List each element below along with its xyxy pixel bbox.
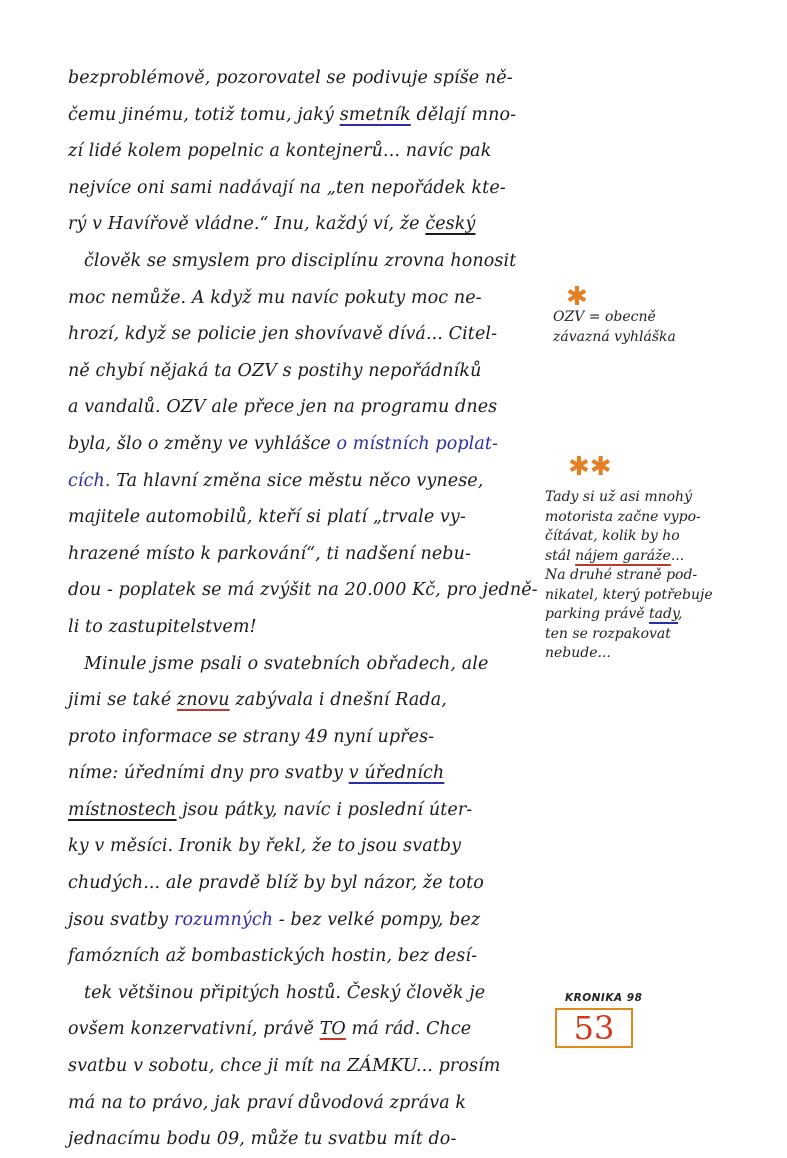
znovu-word: znovu: [176, 690, 230, 711]
text-line: moc nemůže. A když mu navíc pokuty moc ne-: [68, 287, 482, 308]
text-line: jimi se také znovu zabývala i dnešní Rada,: [68, 690, 447, 711]
text-line: místnostech jsou pátky, navíc i poslední úter-: [68, 799, 473, 820]
text-line: svatbu v sobotu, chce ji mít na ZÁMKU... prosím: [68, 1056, 501, 1077]
text-line: majitele automobilů, kteří si platí „trvale vy-: [68, 507, 466, 528]
rozumnych-word: rozumných: [173, 909, 274, 930]
text-line: chudých... ale pravdě blíž by byl názor, že toto: [68, 873, 484, 894]
v-uradnich-phrase: v úředních: [348, 763, 445, 784]
text-line: zí lidé kolem popelnic a kontejnerů... navíc pak: [68, 141, 492, 162]
text-line: bezproblémově, pozorovatel se podivuje spíše ně-: [68, 68, 513, 88]
page-number: 53: [573, 1009, 615, 1047]
text-line: hrozí, když se policie jen shovívavě dívá... Citel-: [68, 324, 498, 345]
page-number-box: [555, 1008, 633, 1048]
text-line: jsou svatby rozumných - bez velké pompy, bez: [68, 909, 481, 930]
smetnik-word: smetník: [339, 104, 411, 125]
text-line: nejvíce oni sami nadávají na „ten nepořádek kte-: [68, 177, 506, 198]
text-line: cích. Ta hlavní změna sice městu něco vynese,: [68, 470, 484, 491]
main-text: [68, 60, 540, 1158]
najem-garaze-phrase: nájem garáže: [575, 547, 671, 564]
text-line: ovšem konzervativní, právě TO má rád. Chce: [68, 1019, 472, 1040]
asterisk-icon: ✱: [566, 282, 588, 312]
text-line: ně chybí nějaká ta OZV s postihy nepořádníků: [68, 360, 482, 381]
text-line: čemu jinému, totiž tomu, jaký smetník dělají mno-: [68, 104, 517, 125]
text-line: li to zastupitelstvem!: [68, 616, 257, 637]
mistnostech-word: místnostech: [68, 799, 177, 820]
text-line: a vandalů. OZV ale přece jen na programu dnes: [68, 397, 498, 418]
text-line: ky v měsíci. Ironik by řekl, že to jsou svatby: [68, 836, 462, 857]
text-line: byla, šlo o změny ve vyhlášce o místních poplat-: [68, 433, 499, 454]
text-line: má na to právo, jak praví důvodová zpráva k: [68, 1092, 467, 1113]
text-line: člověk se smyslem pro disciplínu zrovna honosit: [84, 250, 517, 271]
text-line: tek většinou připitých hostů. Český člověk je: [84, 982, 486, 1003]
to-word: TO: [319, 1019, 346, 1040]
cesky-word: český: [425, 214, 476, 235]
text-line: hrazené místo k parkování“, ti nadšení nebu-: [68, 543, 471, 564]
text-line: dou - poplatek se má zvýšit na 20.000 Kč, pro jedně-: [68, 580, 538, 601]
tady-word: tady: [649, 606, 679, 622]
mistnich-poplatcich-phrase: o místních poplat-: [336, 433, 499, 454]
double-asterisk-icon: ✱✱: [568, 452, 612, 482]
text-line: jednacímu bodu 09, může tu svatbu mít do-: [68, 1129, 457, 1150]
text-line: proto informace se strany 49 nyní upřes-: [68, 726, 435, 747]
margin-note-ozv: OZV = obecně závazná vyhláška: [553, 309, 676, 345]
text-line: níme: úředními dny pro svatby v úředních: [68, 763, 445, 784]
text-line: famózních až bombastických hostin, bez desí-: [68, 946, 478, 967]
text-line: rý v Havířově vládne.“ Inu, každý ví, že český: [68, 214, 476, 235]
chronicle-label: KRONIKA 98: [565, 992, 643, 1004]
text-line: Minule jsme psali o svatebních obřadech, ale: [84, 653, 489, 674]
margin-note-parking: Tady si už asi mnohý motorista začne vypo- čítávat, kolik by ho stál nájem garáže... Na druhé straně pod- nikatel, který potřebuje parking právě tady, ten se rozpakovat nebude...: [545, 489, 713, 661]
